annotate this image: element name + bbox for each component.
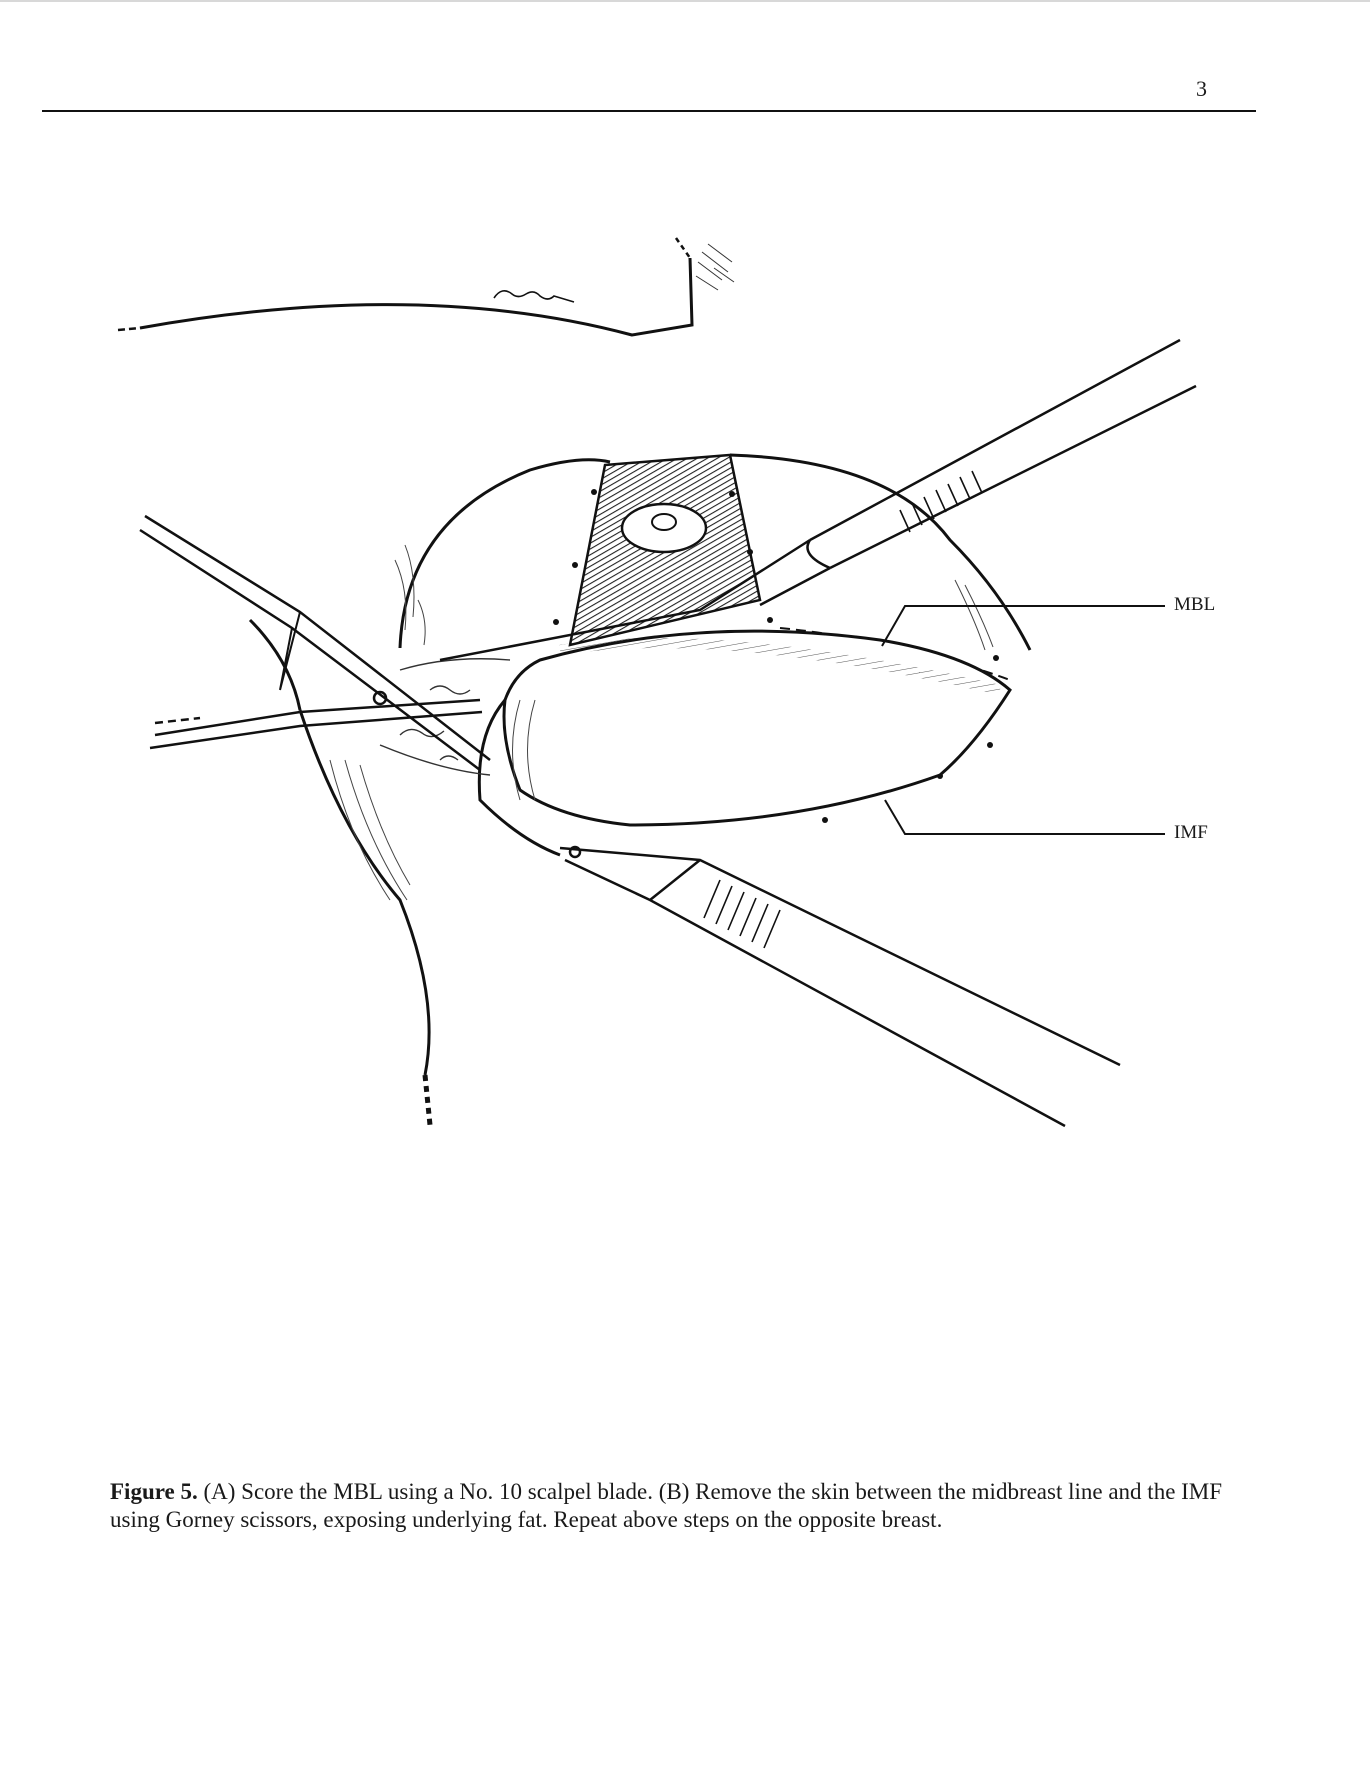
scalpel xyxy=(440,340,1196,660)
exposed-fat xyxy=(380,659,510,775)
mbl-label: MBL xyxy=(1174,594,1216,615)
caption-text: (A) Score the MBL using a No. 10 scalpel blade. (B) Remove the skin between the midbreast line and the IMF using Gorney scissors, exposing underlying fat. Repeat above steps on the opposite breast. xyxy=(110,1479,1223,1532)
chest-outline xyxy=(118,238,734,335)
figure-caption xyxy=(110,1478,1270,1534)
page-number: 3 xyxy=(1196,76,1207,101)
caption-label: Figure 5. xyxy=(110,1479,198,1504)
forceps xyxy=(560,847,1120,1126)
imf-leader xyxy=(885,800,1165,834)
imf-label: IMF xyxy=(1174,822,1208,843)
skin-flap xyxy=(479,631,1010,855)
gorney-scissors xyxy=(140,516,490,770)
